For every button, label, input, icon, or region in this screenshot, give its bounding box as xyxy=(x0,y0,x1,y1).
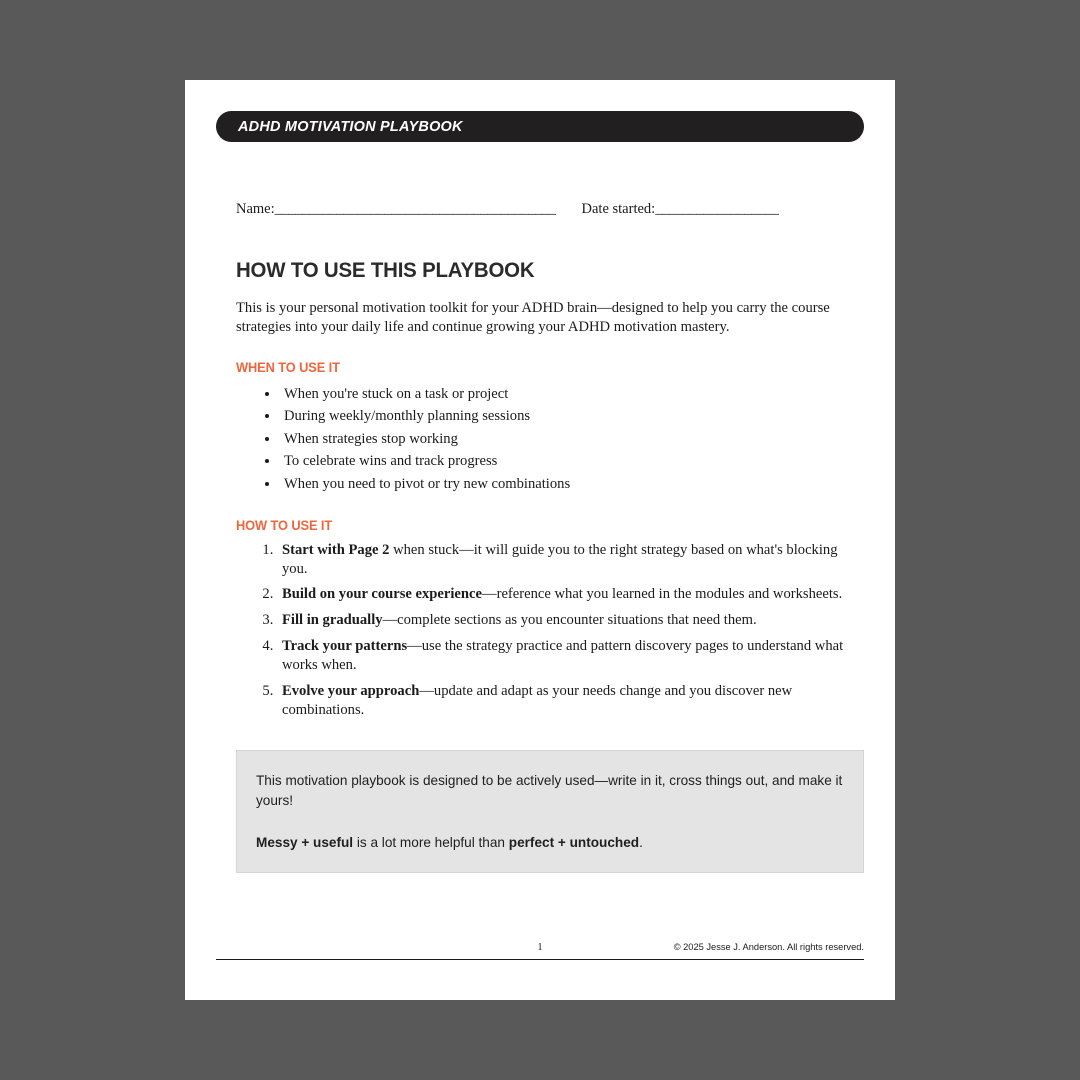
list-item xyxy=(277,637,864,675)
page-footer xyxy=(216,942,864,960)
step-rest: —use the strategy practice and pattern discovery pages to understand what works when. xyxy=(282,638,844,674)
footer-divider xyxy=(216,959,864,960)
copyright-notice: © 2025 Jesse J. Anderson. All rights reserved. xyxy=(673,942,864,952)
how-to-use-list xyxy=(236,541,864,721)
callout-end-text: . xyxy=(639,834,643,850)
list-item: • To celebrate wins and track progress xyxy=(280,450,864,473)
step-lead: Evolve your approach xyxy=(282,683,420,700)
date-started-label: Date started: xyxy=(581,201,656,217)
footer-line xyxy=(216,942,864,956)
step-lead: Build on your course experience xyxy=(282,586,482,603)
when-to-use-heading: WHEN TO USE IT xyxy=(236,359,340,375)
name-label: Name: xyxy=(236,201,275,217)
list-item: • When strategies stop working xyxy=(280,428,864,451)
step-rest: —update and adapt as your needs change and you discover new combinations. xyxy=(282,683,793,719)
date-started-input-rule[interactable]: __________________ xyxy=(655,201,779,217)
step-lead: Fill in gradually xyxy=(282,612,383,629)
callout-paragraph-one: This motivation playbook is designed to be actively used—write in it, cross things out, and make it yours! xyxy=(256,773,843,808)
name-input-rule[interactable]: _________________________________________ xyxy=(274,201,556,217)
intro-paragraph: This is your personal motivation toolkit for your ADHD brain—designed to help you carry the course strategies into your daily life and continue growing your ADHD motivation mastery. xyxy=(236,300,830,336)
list-item xyxy=(277,541,864,579)
page-number: 1 xyxy=(537,942,543,953)
step-lead: Track your patterns xyxy=(282,638,408,655)
step-rest: —complete sections as you encounter situations that need them. xyxy=(382,612,757,629)
when-to-use-list xyxy=(236,383,864,496)
step-rest: —reference what you learned in the modules and worksheets. xyxy=(481,586,843,603)
list-item xyxy=(277,611,864,630)
callout-bold-perfect: perfect + untouched xyxy=(508,834,640,850)
step-lead: Start with Page 2 xyxy=(282,541,390,558)
callout-paragraph-two xyxy=(256,833,844,853)
callout-middle-text: is a lot more helpful than xyxy=(353,834,509,850)
list-item: • During weekly/monthly planning sessions xyxy=(280,405,864,428)
page-title: HOW TO USE THIS PLAYBOOK xyxy=(236,258,535,282)
list-item: • When you need to pivot or try new combinations xyxy=(280,473,864,496)
banner-title: ADHD MOTIVATION PLAYBOOK xyxy=(238,118,463,135)
document-page xyxy=(185,80,895,1000)
document-content xyxy=(236,201,864,873)
list-item: • When you're stuck on a task or project xyxy=(280,383,864,406)
callout-box xyxy=(236,750,864,873)
list-item xyxy=(277,585,864,604)
callout-bold-messy: Messy + useful xyxy=(256,834,354,850)
document-banner xyxy=(216,111,864,142)
list-item xyxy=(277,682,864,720)
how-to-use-heading: HOW TO USE IT xyxy=(236,517,333,533)
name-date-row xyxy=(236,201,864,218)
step-rest: when stuck—it will guide you to the right strategy based on what's blocking you. xyxy=(282,541,838,577)
